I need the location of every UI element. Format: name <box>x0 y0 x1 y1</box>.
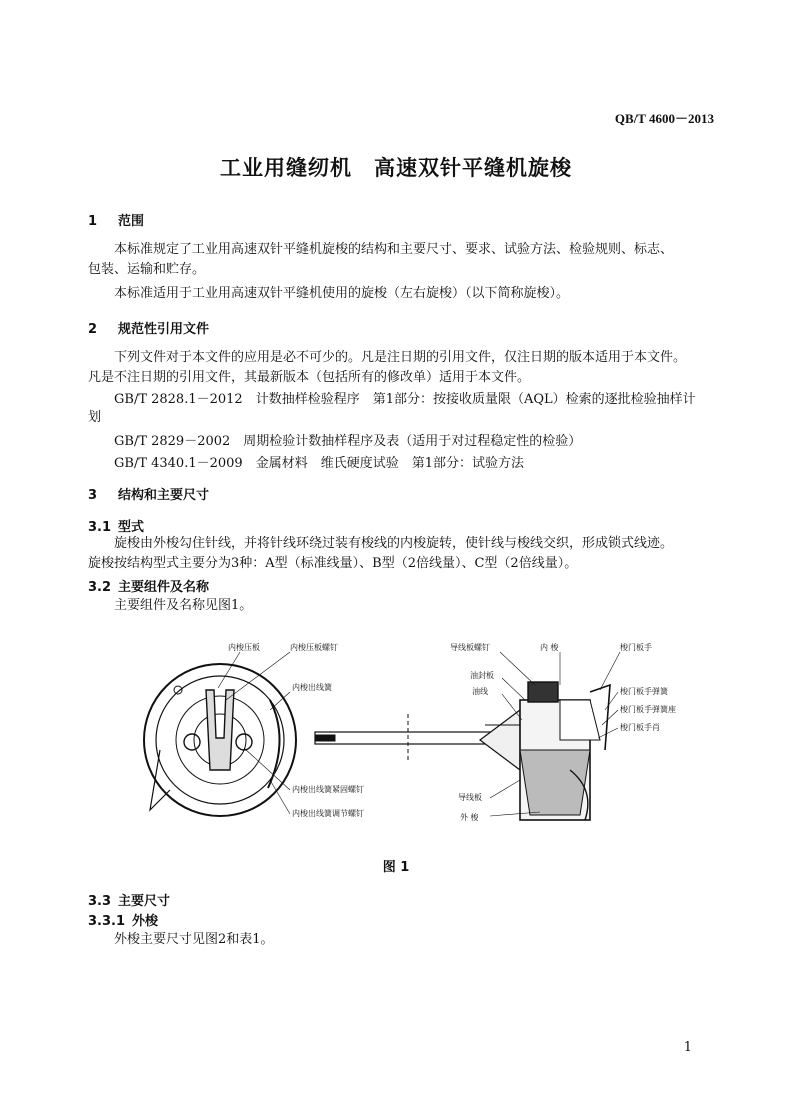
section-number: 3.3 <box>88 894 112 909</box>
section-number: 2 <box>88 322 98 337</box>
figure-label: 梭门板手 <box>620 643 652 652</box>
section-3-heading <box>88 484 209 503</box>
figure-label: 内梭出线簧调节螺钉 <box>292 809 364 818</box>
figure-label: 导线板 <box>458 793 482 802</box>
section-3-1-heading <box>88 516 144 535</box>
section-3-3-1-paragraph: 外梭主要尺寸见图2和表1。 <box>114 932 274 947</box>
document-title: 工业用缝纫机 高速双针平缝机旋梭 <box>220 156 572 180</box>
section-number: 3.3.1 <box>88 914 126 929</box>
figure-label: 梭门板手弹簧 <box>620 687 668 696</box>
page-number: 1 <box>683 1040 692 1055</box>
section-title: 外梭 <box>132 914 159 929</box>
figure-label: 梭门板手弹簧座 <box>620 705 676 714</box>
figure-label: 梭门板手肖 <box>620 723 660 732</box>
standard-code: QB/T 4600－2013 <box>614 111 714 126</box>
section-1-heading <box>88 210 144 229</box>
section-number: 3 <box>88 488 98 503</box>
figure-label: 内梭压板 <box>228 643 260 652</box>
section-number: 1 <box>88 214 98 229</box>
section-title: 范围 <box>118 214 145 229</box>
section-title: 主要尺寸 <box>118 894 171 909</box>
section-3-1-paragraph-line: 旋梭按结构型式主要分为3种：A型（标准线量）、B型（2倍线量）、C型（2倍线量）。 <box>88 556 578 571</box>
section-title: 结构和主要尺寸 <box>118 488 210 503</box>
figure-label: 内梭压板螺钉 <box>290 643 338 652</box>
figure-label: 内梭出线簧紧固螺钉 <box>292 785 364 794</box>
section-1-paragraph-line: 包装、运输和贮存。 <box>88 262 206 277</box>
reference-item-continued: 划 <box>88 410 102 425</box>
figure-caption: 图 1 <box>382 860 410 875</box>
figure-1-diagram <box>140 630 700 840</box>
section-3-2-heading <box>88 576 209 595</box>
section-2-paragraph-line: 下列文件对于本文件的应用是必不可少的。凡是注日期的引用文件，仅注日期的版本适用于本文件。 <box>114 350 687 365</box>
section-title: 主要组件及名称 <box>118 580 210 595</box>
section-3-3-1-heading <box>88 910 158 929</box>
section-3-2-paragraph: 主要组件及名称见图1。 <box>114 598 253 613</box>
figure-label: 外 梭 <box>460 813 479 822</box>
section-2-heading <box>88 318 209 337</box>
reference-item: GB/T 2828.1－2012 计数抽样检验程序 第1部分：按接收质量限（AQL）检索的逐批检验抽样计 <box>114 392 696 407</box>
section-3-1-paragraph-line: 旋梭由外梭勾住针线，并将针线环绕过装有梭线的内梭旋转，使针线与梭线交织，形成锁式线迹。 <box>114 536 674 551</box>
figure-label: 油封板 <box>470 671 494 680</box>
section-2-paragraph-line: 凡是不注日期的引用文件，其最新版本（包括所有的修改单）适用于本文件。 <box>88 370 531 385</box>
figure-label: 内梭出线簧 <box>292 683 332 692</box>
section-1-paragraph-line: 本标准规定了工业用高速双针平缝机旋梭的结构和主要尺寸、要求、试验方法、检验规则、标志、 <box>114 242 674 257</box>
section-title: 型式 <box>118 520 145 535</box>
figure-label: 导线板螺钉 <box>450 643 490 652</box>
section-3-3-heading <box>88 890 170 909</box>
section-number: 3.2 <box>88 580 112 595</box>
section-title: 规范性引用文件 <box>118 322 210 337</box>
section-1-paragraph-2: 本标准适用于工业用高速双针平缝机使用的旋梭（左右旋梭）（以下简称旋梭）。 <box>114 286 570 301</box>
figure-label: 内 梭 <box>540 643 559 652</box>
figure-label: 油线 <box>472 687 488 696</box>
section-number: 3.1 <box>88 520 112 535</box>
front-view-drawing <box>144 664 296 816</box>
reference-item: GB/T 4340.1－2009 金属材料 维氏硬度试验 第1部分：试验方法 <box>114 456 524 471</box>
reference-item: GB/T 2829－2002 周期检验计数抽样程序及表（适用于对过程稳定性的检验） <box>114 434 582 449</box>
